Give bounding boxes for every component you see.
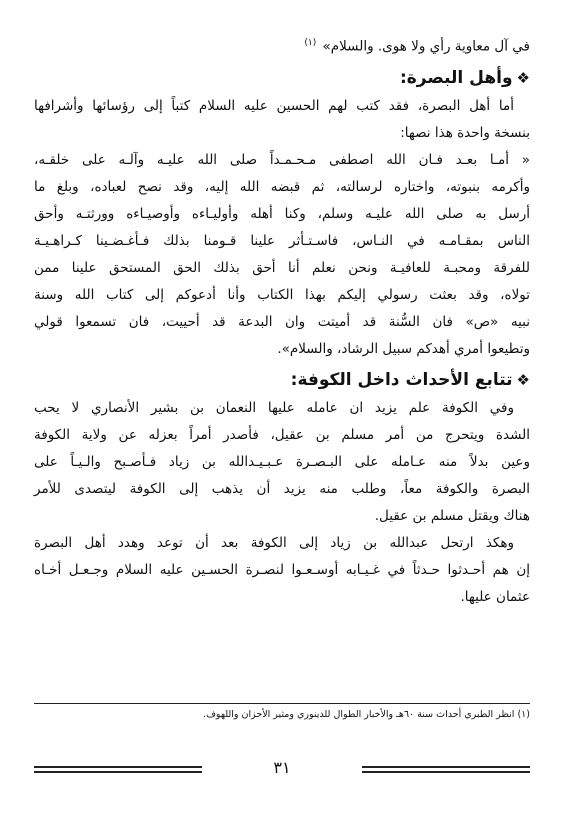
text-line: في آل معاوية رأي ولا هوى. والسلام» $^{(١)}$ (304, 38, 530, 55)
text-line: بنسخة واحدة هذا نصها: (400, 124, 530, 141)
text-line: للفرقة ومحبـة للعافيـة ونحن نعلم أنا أحق بذلك الحق المستحق علينا ممن (34, 259, 530, 276)
footnote: (١) انظر الطبري أحداث سنة ٦٠هـ والأخبار الطوال للدينوري ومثير الأحزان واللهوف. (203, 709, 530, 720)
text-line: أما أهل البصرة، فقد كتب لهم الحسين عليه السلام كتباً إلى رؤسائها وأشرافها (34, 97, 514, 114)
text-line: تولاه، وقد بعثت رسولي إليكم بهذا الكتاب وأنا أدعوكم إلى كتاب الله وسنة (34, 286, 530, 303)
page-footer-rule-left (34, 766, 202, 778)
text-line: البصرة والكوفة معاً، وطلب منه يزيد أن يذهب إلى الكوفة ليتصدى للأمر (34, 480, 530, 497)
text-line: « أمـا بعـد فـان الله اصطفى مـحـمـداً صلى الله عليـه وآلـه على خلقـه، (34, 151, 530, 168)
diamond-bullet-icon: ❖ (516, 370, 530, 389)
text-line: هناك ويقتل مسلم بن عقيل. (374, 507, 530, 524)
text-line: أرسل به صلى الله عليـه وسلم، وكنا أهله وأوليـاءه وأوصيـاءه وورثتـه وأحق (34, 205, 530, 222)
text-line: وتطيعوا أمري أهدكم سبيل الرشاد، والسلام». (277, 340, 530, 357)
text-line: وهكذ ارتحل عبدالله بن زياد إلى الكوفة بعد أن توعد وهدد أهل البصرة (34, 534, 514, 551)
text-line: وفي الكوفة علم يزيد ان عامله عليها النعمان بن بشير الأنصاري لا يحب (34, 399, 514, 416)
page-body (34, 30, 530, 611)
diamond-bullet-icon: ❖ (516, 68, 530, 87)
text-line: وعين بدلاً منه عـامله على البـصـرة عـبـيـدالله بن زياد فـأصـبح والـيـاً على (34, 453, 530, 470)
text-line: إن هم أحـدثوا حـدثاً في غـيـابه أوسـعـوا لنصـرة الحسـين عليه السلام وجـعـل أخـاه (34, 561, 530, 578)
page-number: ٣١ (273, 758, 291, 777)
text-line: وأكرمه بنبوته، واختاره لرسالته، ثم قبضه الله إليه، وقد نصح لعباده، وبلغ ما (34, 178, 530, 195)
section-heading-basra: ❖وأهل البصرة: (34, 63, 530, 93)
page-footer-rule-right (362, 766, 530, 778)
section-heading-kufa: ❖تتابع الأحداث داخل الكوفة: (34, 365, 530, 395)
text-line: نبيه «ص» فان السُّنة قد أميتت وان البدعة قد أحييت، فان تسمعوا قولي (34, 313, 530, 330)
footnote-divider (34, 703, 530, 704)
footnote-ref: (١) (304, 38, 317, 48)
text-line: الناس بمقـامـه في النـاس، فاسـتـأثر علينا قـومنا بذلك فـأغـضـينا كـراهـيـة (34, 232, 530, 249)
text-line: الشدة ويتحرج من أمر مسلم بن عقيل، فأصدر أمراً بعزله عن ولاية الكوفة (34, 426, 530, 443)
text-line: عثمان عليها. (460, 588, 530, 605)
